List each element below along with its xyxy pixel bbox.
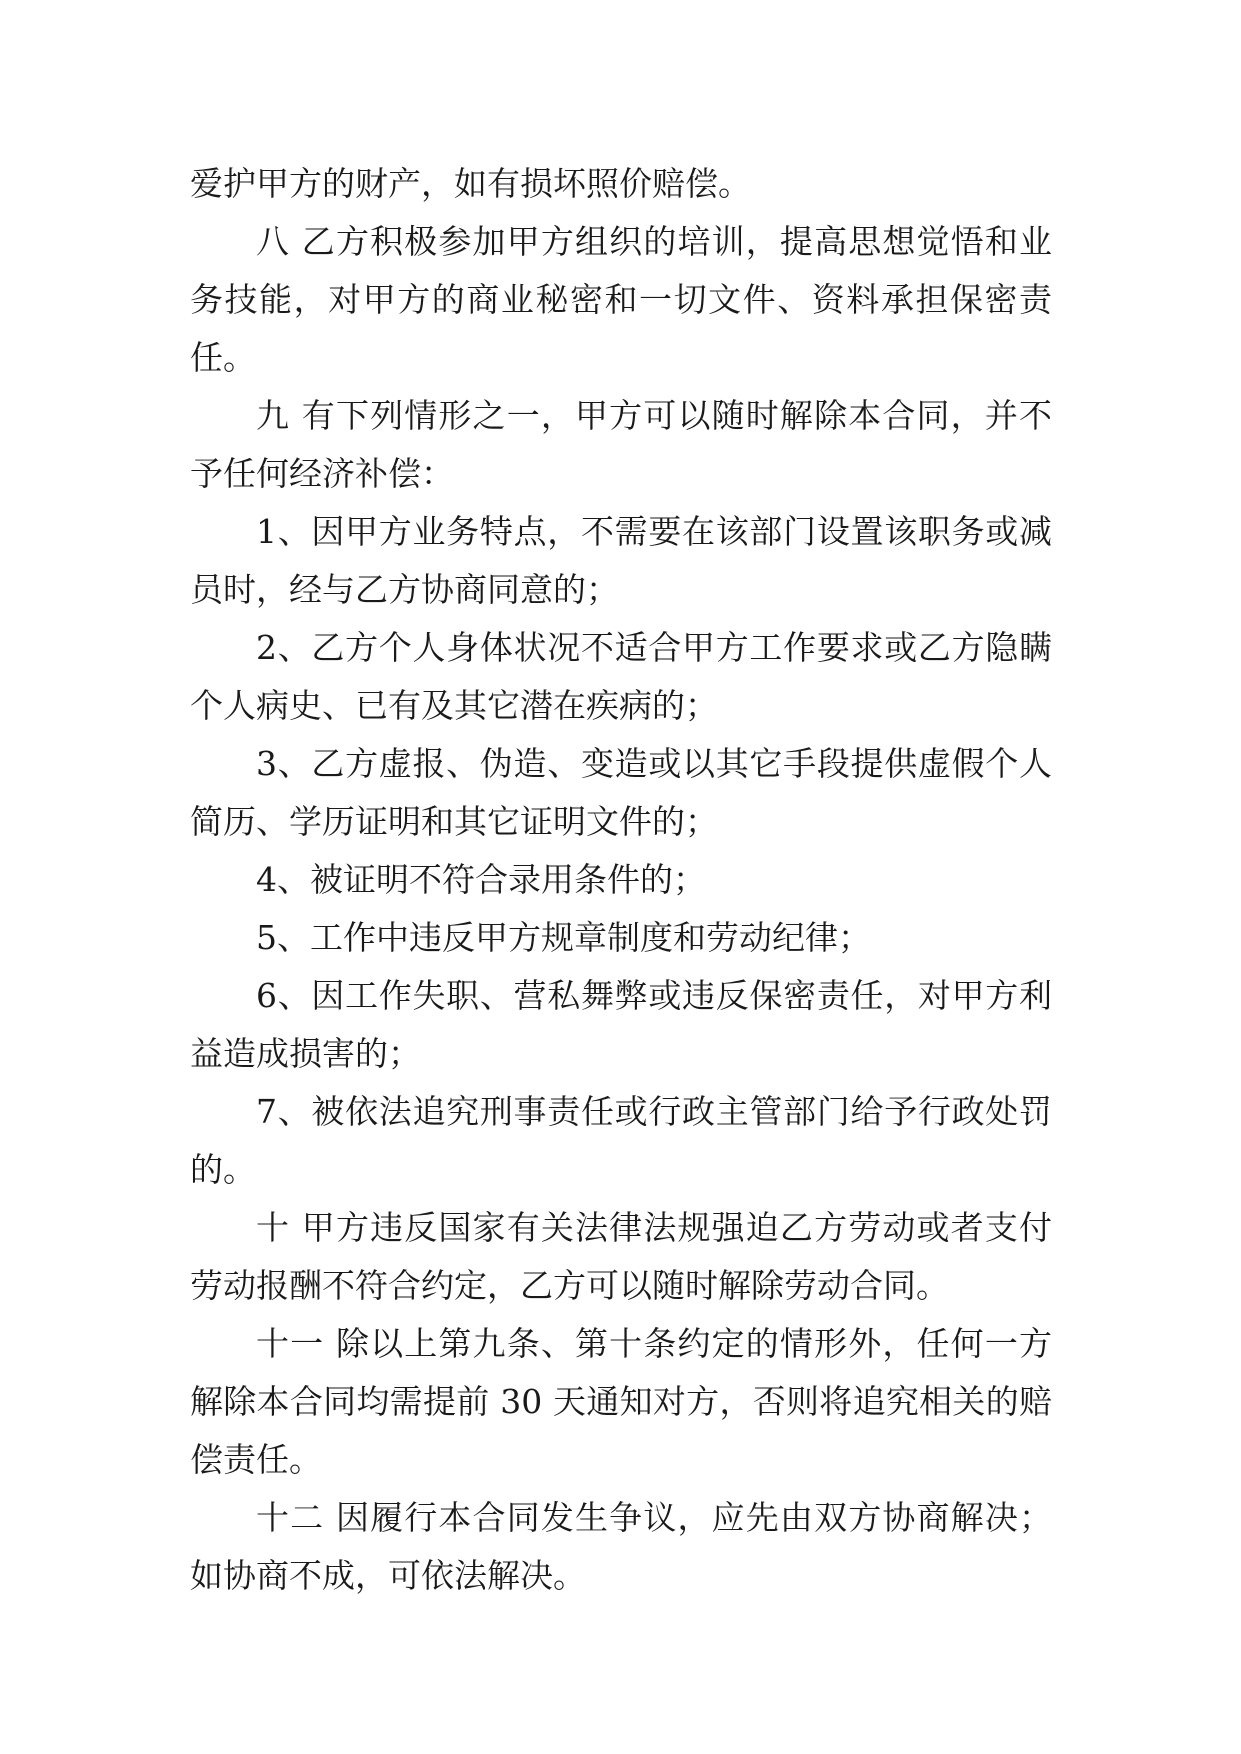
paragraph-property-care: 爱护甲方的财产，如有损坏照价赔偿。 [190, 164, 751, 203]
contract-body [190, 155, 1052, 1605]
clause-8-training-confidentiality: 八 乙方积极参加甲方组织的培训，提高思想觉悟和业务技能，对甲方的商业秘密和一切文件、资料承担保密责任。 [190, 222, 1052, 377]
clause-9-termination-conditions: 九 有下列情形之一，甲方可以随时解除本合同，并不予任何经济补偿： [190, 396, 1052, 493]
clause-9-item-5: 5、工作中违反甲方规章制度和劳动纪律； [256, 918, 871, 957]
clause-9-item-7: 7、被依法追究刑事责任或行政主管部门给予行政处罚的。 [190, 1092, 1052, 1189]
clause-9-item-3: 3、乙方虚报、伪造、变造或以其它手段提供虚假个人简历、学历证明和其它证明文件的； [190, 744, 1052, 841]
clause-10-employee-termination: 十 甲方违反国家有关法律法规强迫乙方劳动或者支付劳动报酬不符合约定，乙方可以随时解除劳动合同。 [190, 1208, 1052, 1305]
clause-9-item-2: 2、乙方个人身体状况不适合甲方工作要求或乙方隐瞒个人病史、已有及其它潜在疾病的； [190, 628, 1052, 725]
clause-9-item-4: 4、被证明不符合录用条件的； [256, 860, 706, 899]
clause-9-item-1: 1、因甲方业务特点，不需要在该部门设置该职务或减员时，经与乙方协商同意的； [190, 512, 1052, 609]
clause-11-notice-period: 十一 除以上第九条、第十条约定的情形外，任何一方解除本合同均需提前 30 天通知对方，否则将追究相关的赔偿责任。 [190, 1324, 1052, 1479]
clause-9-item-6: 6、因工作失职、营私舞弊或违反保密责任，对甲方利益造成损害的； [190, 976, 1052, 1073]
clause-12-dispute-resolution: 十二 因履行本合同发生争议，应先由双方协商解决；如协商不成，可依法解决。 [190, 1498, 1052, 1595]
